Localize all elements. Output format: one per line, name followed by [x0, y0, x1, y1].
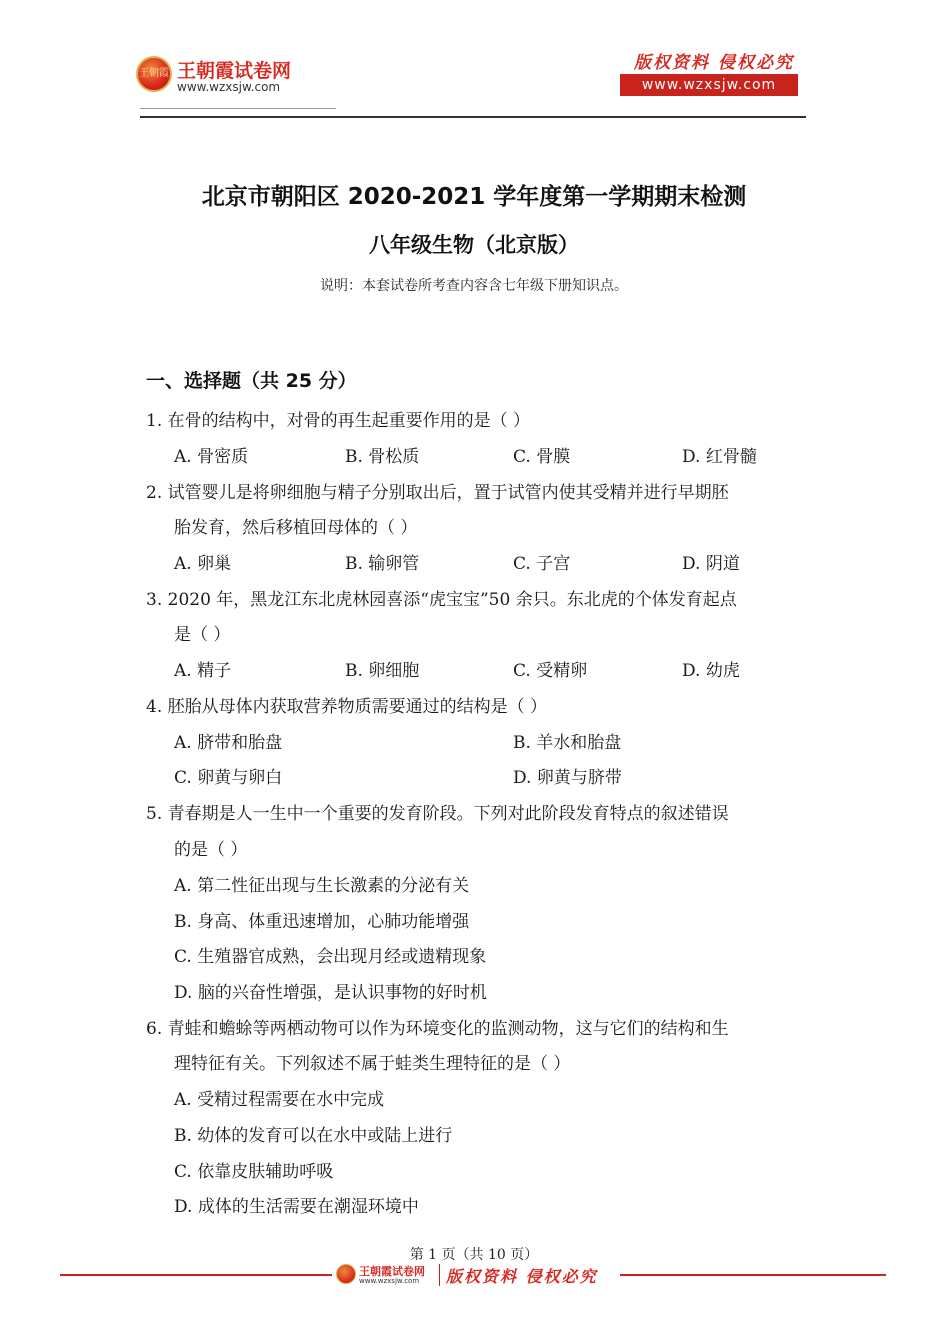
logo-emblem-icon: 王朝霞	[136, 56, 172, 92]
logo-url[interactable]: www.wzxsjw.com	[177, 80, 281, 94]
footer-logo-url[interactable]: www.wzxsjw.com	[359, 1277, 420, 1285]
question-1-option-b: B. 骨松质	[345, 447, 420, 467]
question-4-text: 4. 胚胎从母体内获取营养物质需要通过的结构是（ ）	[146, 697, 548, 717]
page-number: 第 1 页（共 10 页）	[409, 1247, 539, 1263]
footer-separator	[439, 1264, 440, 1286]
question-4-option-c: C. 卵黄与卵白	[174, 768, 283, 788]
question-3-text-cont: 是（ ）	[174, 625, 231, 645]
site-url-badge[interactable]: www.wzxsjw.com	[620, 74, 798, 96]
question-2-option-a: A. 卵巢	[174, 554, 232, 574]
question-6-text-cont: 理特征有关。下列叙述不属于蛙类生理特征的是（ ）	[174, 1054, 571, 1074]
question-5-text-cont: 的是（ ）	[174, 840, 248, 860]
logo-name: 王朝霞试卷网	[177, 60, 292, 82]
question-1-text: 1. 在骨的结构中，对骨的再生起重要作用的是（ ）	[146, 411, 531, 431]
copyright-notice: 版权资料 侵权必究	[634, 53, 794, 73]
question-3-option-c: C. 受精卵	[513, 661, 588, 681]
question-2-text-cont: 胎发育，然后移植回母体的（ ）	[174, 518, 418, 538]
question-3-option-b: B. 卵细胞	[345, 661, 420, 681]
question-2-text: 2. 试管婴儿是将卵细胞与精子分别取出后，置于试管内使其受精并进行早期胚	[146, 483, 729, 503]
exam-subtitle: 八年级生物（北京版）	[369, 233, 579, 257]
question-1-option-d: D. 红骨髓	[682, 447, 757, 467]
question-6-option-d: D. 成体的生活需要在潮湿环境中	[174, 1197, 419, 1217]
footer-logo-name: 王朝霞试卷网	[359, 1265, 425, 1278]
question-6-text: 6. 青蛙和蟾蜍等两栖动物可以作为环境变化的监测动物，这与它们的结构和生	[146, 1019, 729, 1039]
question-4-option-b: B. 羊水和胎盘	[513, 733, 622, 753]
exam-title: 北京市朝阳区 2020-2021 学年度第一学期期末检测	[201, 184, 747, 210]
question-2-option-d: D. 阴道	[682, 554, 740, 574]
question-6-option-b: B. 幼体的发育可以在水中或陆上进行	[174, 1126, 453, 1146]
question-5-option-a: A. 第二性征出现与生长激素的分泌有关	[174, 876, 470, 896]
question-6-option-c: C. 依靠皮肤辅助呼吸	[174, 1162, 334, 1182]
question-1-option-a: A. 骨密质	[174, 447, 249, 467]
footer-logo-icon	[336, 1264, 356, 1284]
question-5-option-b: B. 身高、体重迅速增加，心肺功能增强	[174, 912, 470, 932]
question-5-option-c: C. 生殖器官成熟，会出现月经或遗精现象	[174, 947, 487, 967]
question-6-option-a: A. 受精过程需要在水中完成	[174, 1090, 385, 1110]
question-3-text: 3. 2020 年，黑龙江东北虎林园喜添“虎宝宝”50 余只。东北虎的个体发育起点	[146, 590, 737, 610]
question-2-option-b: B. 输卵管	[345, 554, 420, 574]
question-3-option-d: D. 幼虎	[682, 661, 740, 681]
footer-line-left	[60, 1274, 332, 1276]
footer-copyright: 版权资料 侵权必究	[446, 1267, 598, 1286]
question-3-option-a: A. 精子	[174, 661, 232, 681]
section-heading: 一、选择题（共 25 分）	[146, 370, 357, 392]
question-5-option-d: D. 脑的兴奋性增强，是认识事物的好时机	[174, 983, 487, 1003]
question-2-option-c: C. 子宫	[513, 554, 571, 574]
question-5-text: 5. 青春期是人一生中一个重要的发育阶段。下列对此阶段发育特点的叙述错误	[146, 804, 729, 824]
logo-underline	[140, 108, 336, 109]
header-divider	[140, 116, 806, 118]
question-4-option-d: D. 卵黄与脐带	[513, 768, 622, 788]
exam-note: 说明：本套试卷所考查内容含七年级下册知识点。	[320, 278, 628, 294]
question-4-option-a: A. 脐带和胎盘	[174, 733, 283, 753]
footer-line-right	[620, 1274, 886, 1276]
question-1-option-c: C. 骨膜	[513, 447, 571, 467]
